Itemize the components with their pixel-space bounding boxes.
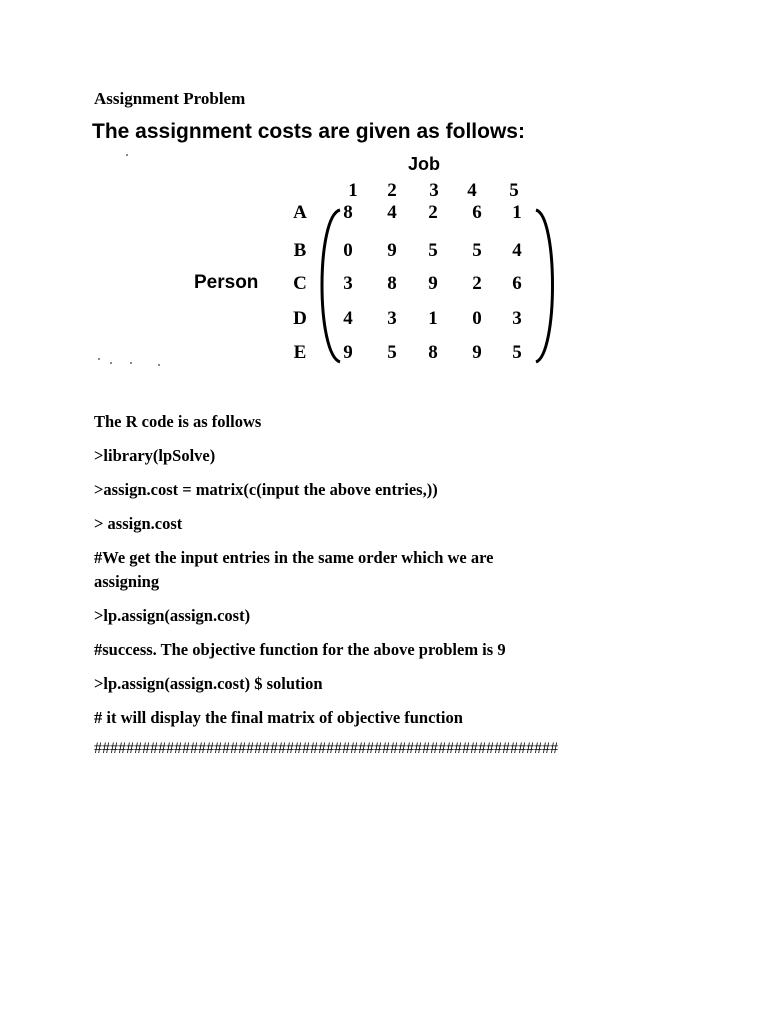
matrix-cell: 6 — [472, 202, 482, 223]
matrix-cell: 8 — [343, 202, 353, 223]
code-line: >lp.assign(assign.cost) $ solution — [94, 674, 323, 693]
comment-line: #We get the input entries in the same order which we are — [94, 548, 494, 567]
matrix-cell: 4 — [343, 308, 353, 329]
scan-speck — [158, 364, 160, 366]
person-letter: A — [293, 202, 307, 223]
matrix-cell: 3 — [512, 308, 522, 329]
matrix-cell: 9 — [343, 342, 353, 363]
matrix-cell: 3 — [387, 308, 397, 329]
matrix-cell: 8 — [428, 342, 438, 363]
code-line: > assign.cost — [94, 514, 183, 533]
comment-line: # it will display the final matrix of objective function — [94, 708, 463, 727]
matrix-cell: 6 — [512, 273, 522, 294]
matrix-cell: 4 — [512, 240, 522, 261]
left-bracket — [322, 210, 340, 362]
scan-speck — [98, 358, 100, 360]
matrix-cell: 4 — [387, 202, 397, 223]
comment-line: assigning — [94, 572, 160, 591]
person-letter: B — [293, 240, 307, 261]
document-title: Assignment Problem — [94, 89, 246, 108]
text-line: The R code is as follows — [94, 412, 262, 431]
matrix-cell: 1 — [512, 202, 522, 223]
code-line: >assign.cost = matrix(c(input the above entries,)) — [94, 480, 438, 499]
matrix-cell: 0 — [343, 240, 353, 261]
matrix-cell: 2 — [428, 202, 438, 223]
job-number: 4 — [467, 180, 477, 201]
code-line: >library(lpSolve) — [94, 446, 216, 465]
right-bracket — [536, 210, 553, 362]
job-number: 1 — [348, 180, 358, 201]
scan-speck — [130, 362, 132, 364]
job-axis-label: Job — [408, 154, 441, 174]
matrix-cell: 5 — [472, 240, 482, 261]
matrix-cell: 1 — [428, 308, 438, 329]
separator-line: ########################################################## — [94, 740, 558, 757]
matrix-cell: 2 — [472, 273, 482, 294]
matrix-brackets — [88, 118, 558, 378]
job-number: 3 — [429, 180, 439, 201]
scan-speck — [126, 154, 128, 156]
person-axis-label: Person — [194, 272, 259, 293]
job-number: 5 — [509, 180, 519, 201]
person-letter: C — [293, 273, 307, 294]
code-line: >lp.assign(assign.cost) — [94, 606, 251, 625]
matrix-cell: 5 — [387, 342, 397, 363]
scan-speck — [110, 362, 112, 364]
matrix-cell: 9 — [387, 240, 397, 261]
matrix-cell: 5 — [428, 240, 438, 261]
cost-matrix-figure — [88, 118, 558, 378]
person-letter: D — [293, 308, 307, 329]
job-number: 2 — [387, 180, 397, 201]
matrix-cell: 0 — [472, 308, 482, 329]
matrix-cell: 5 — [512, 342, 522, 363]
matrix-cell: 9 — [428, 273, 438, 294]
matrix-cell: 3 — [343, 273, 353, 294]
matrix-cell: 9 — [472, 342, 482, 363]
person-letter: E — [293, 342, 307, 363]
figure-heading: The assignment costs are given as follows: — [92, 120, 525, 143]
comment-line: #success. The objective function for the above problem is 9 — [94, 640, 506, 659]
matrix-cell: 8 — [387, 273, 397, 294]
